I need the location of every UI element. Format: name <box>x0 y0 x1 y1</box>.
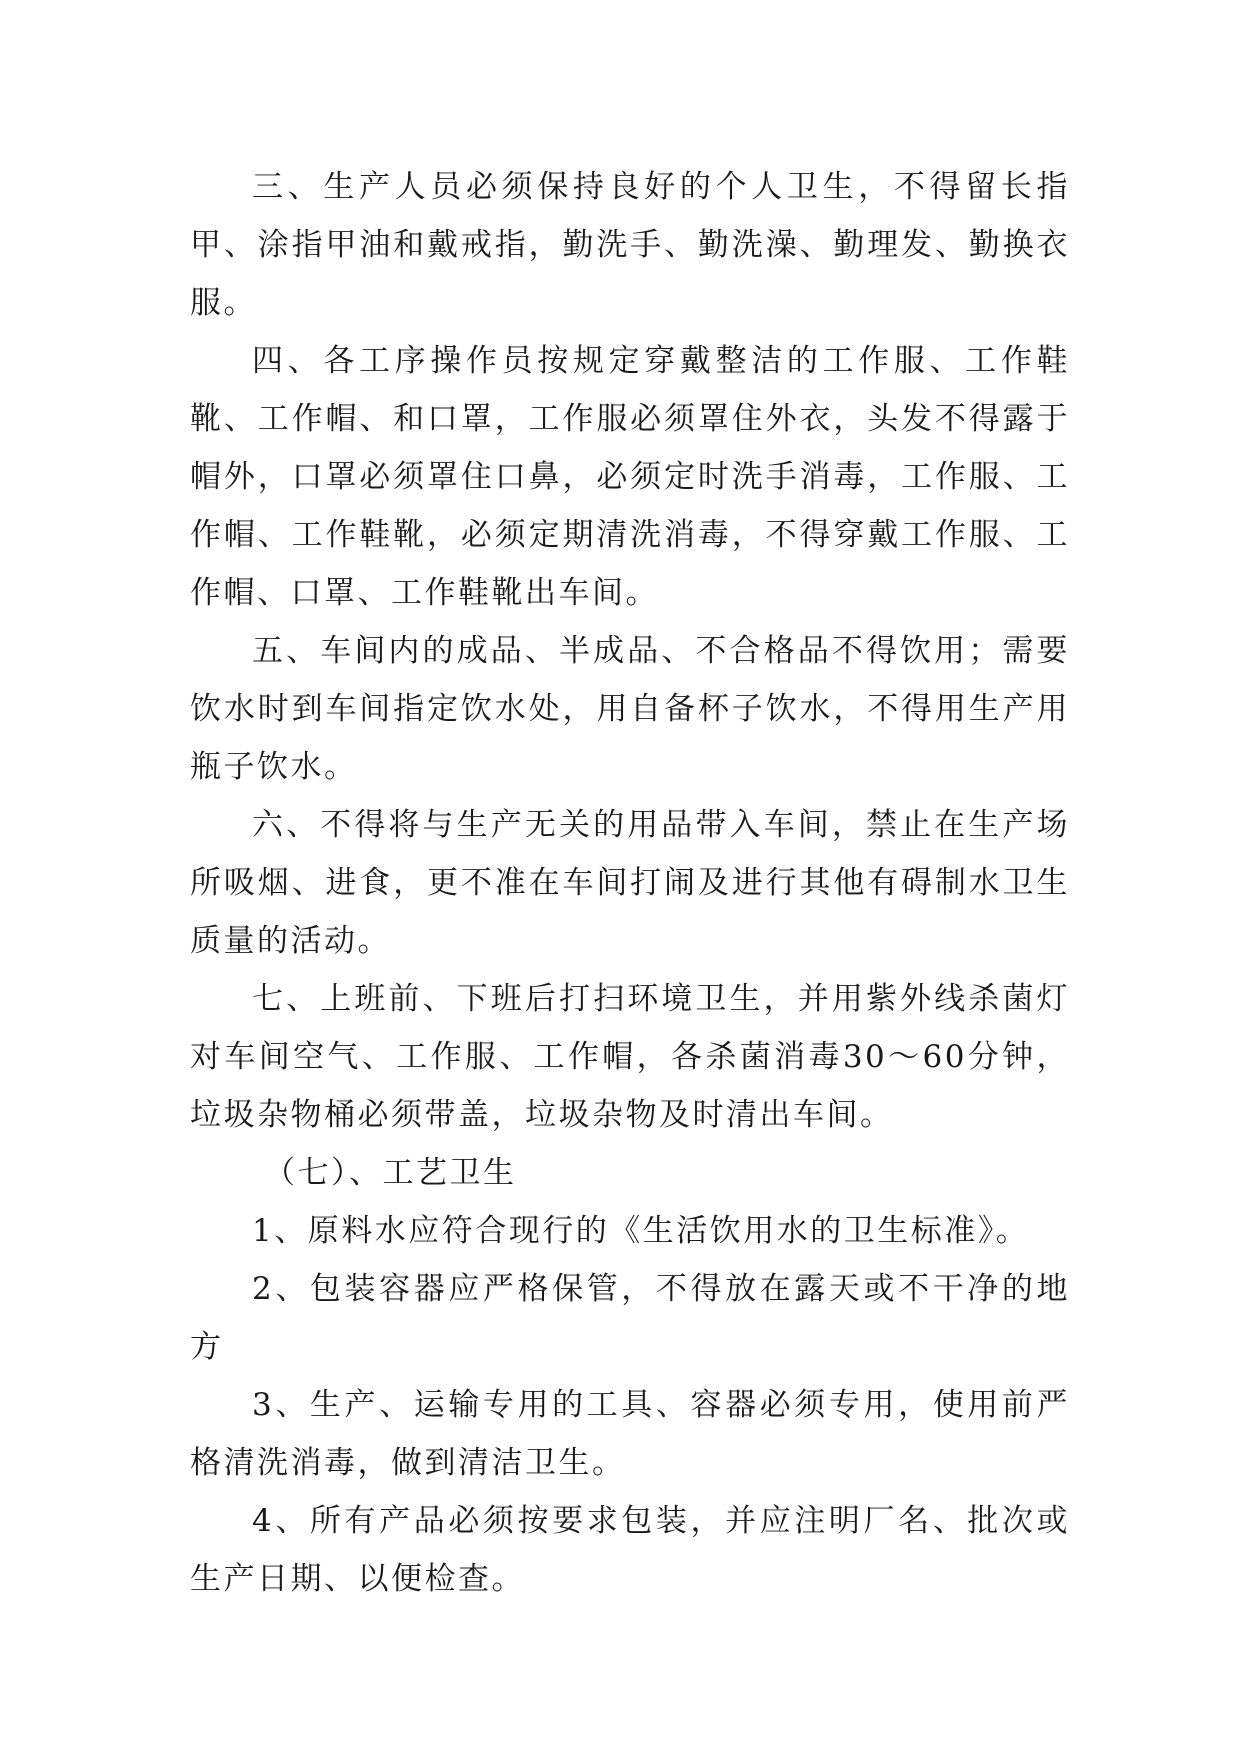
paragraph-rule-5: 五、车间内的成品、半成品、不合格品不得饮用；需要饮水时到车间指定饮水处，用自备杯子饮水，不得用生产用瓶子饮水。 <box>190 633 1070 785</box>
paragraph-rule-4: 四、各工序操作员按规定穿戴整洁的工作服、工作鞋靴、工作帽、和口罩，工作服必须罩住外衣，头发不得露于帽外，口罩必须罩住口鼻，必须定时洗手消毒，工作服、工作帽、工作鞋靴，必须定期清洗消毒，不得穿戴工作服、工作帽、口罩、工作鞋靴出车间。 <box>190 343 1070 611</box>
list-item-4: 4、所有产品必须按要求包装，并应注明厂名、批次或生产日期、以便检查。 <box>190 1503 1070 1597</box>
document-body <box>190 158 1070 1608</box>
paragraph-rule-6: 六、不得将与生产无关的用品带入车间，禁止在生产场所吸烟、进食，更不准在车间打闹及进行其他有碍制水卫生质量的活动。 <box>190 807 1070 959</box>
list-item-2: 2、包装容器应严格保管，不得放在露天或不干净的地方 <box>190 1271 1070 1365</box>
list-item-1: 1、原料水应符合现行的《生活饮用水的卫生标准》。 <box>252 1213 1030 1249</box>
paragraph-rule-3: 三、生产人员必须保持良好的个人卫生，不得留长指甲、涂指甲油和戴戒指，勤洗手、勤洗澡、勤理发、勤换衣服。 <box>190 169 1070 321</box>
list-item-3: 3、生产、运输专用的工具、容器必须专用，使用前严格清洗消毒，做到清洁卫生。 <box>190 1387 1070 1481</box>
section-heading-process-hygiene: （七）、工艺卫生 <box>264 1155 517 1191</box>
paragraph-rule-7: 七、上班前、下班后打扫环境卫生，并用紫外线杀菌灯对车间空气、工作服、工作帽，各杀菌消毒30～60分钟，垃圾杂物桶必须带盖，垃圾杂物及时清出车间。 <box>190 981 1070 1133</box>
